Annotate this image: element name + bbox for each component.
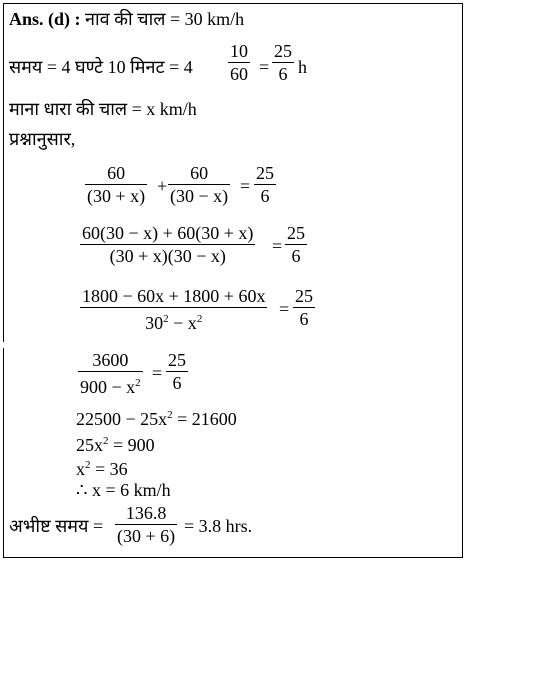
eq3-fraction — [80, 285, 267, 334]
fraction-denominator: (30 + 6) — [117, 526, 176, 546]
time-text: समय = 4 घण्टे 10 मिनट = 4 — [9, 57, 193, 77]
box-gap — [3, 342, 4, 348]
fraction-denominator: 60 — [230, 64, 248, 84]
fraction-denominator: 6 — [278, 64, 288, 84]
equals-sign: = — [272, 236, 283, 256]
eq3-rhs-fraction — [293, 285, 315, 330]
fraction-denominator: (30 + x)(30 − x) — [109, 246, 226, 266]
fraction-numerator: 1800 − 60x + 1800 + 60x — [82, 286, 266, 306]
required-time-label: अभीष्ट समय = — [9, 516, 104, 536]
eq7-line — [76, 454, 128, 480]
exponent: 2 — [163, 313, 169, 325]
time-fraction-2 — [272, 40, 294, 85]
answer-label: Ans. (d) : — [9, 9, 81, 29]
eq1-fraction-3 — [254, 162, 276, 207]
eq2-rhs-fraction — [285, 222, 307, 267]
boat-speed-text: नाव की चाल = 30 km/h — [85, 9, 245, 29]
eq4-rhs-fraction — [166, 349, 188, 394]
fraction-denominator: (30 − x) — [170, 186, 229, 206]
eq1-fraction-2 — [168, 162, 230, 207]
eq5-rhs: = 21600 — [172, 409, 237, 429]
fraction-denominator: (30 + x) — [87, 186, 146, 206]
eq5-text: 22500 − 25x — [76, 409, 168, 429]
stream-speed-text: माना धारा की चाल = x km/h — [9, 99, 197, 119]
equals-sign: = — [259, 57, 270, 77]
equals-sign: = — [152, 363, 163, 383]
fraction-numerator: 60 — [190, 163, 209, 183]
required-time-fraction — [115, 502, 177, 547]
fraction-denominator: 6 — [299, 309, 309, 329]
eq7-text: x — [76, 459, 85, 479]
required-time-result: = 3.8 hrs. — [184, 516, 253, 536]
exponent: 2 — [103, 435, 109, 447]
eq7-rhs: = 36 — [90, 459, 128, 479]
plus-sign: + — [157, 176, 168, 196]
eq1-fraction-1 — [85, 162, 147, 207]
fraction-denominator: 6 — [172, 373, 182, 393]
exponent: 2 — [196, 313, 203, 325]
answer-heading — [9, 8, 244, 30]
fraction-numerator: 25 — [274, 41, 292, 61]
eq6-rhs: = 900 — [108, 435, 155, 455]
fraction-denominator: 6 — [260, 186, 270, 206]
eq6-text: 25x — [76, 435, 103, 455]
answer-box — [3, 3, 463, 558]
eq5-line — [76, 404, 237, 430]
fraction-denominator — [80, 308, 267, 334]
den-base: 900 − x — [80, 377, 136, 397]
fraction-numerator: 136.8 — [125, 503, 167, 523]
eq4-fraction — [78, 349, 143, 398]
den-base: 30 — [145, 313, 164, 333]
fraction-denominator — [78, 372, 143, 398]
fraction-numerator: 3600 — [92, 350, 129, 370]
eq6-line — [76, 430, 155, 456]
exponent: 2 — [167, 409, 173, 421]
exponent: 2 — [85, 459, 91, 471]
fraction-numerator: 25 — [256, 163, 274, 183]
according-to-question: प्रश्नानुसार, — [9, 129, 76, 149]
den-rest: − x — [168, 313, 197, 333]
equals-sign: = — [240, 176, 251, 196]
fraction-numerator: 10 — [230, 41, 248, 61]
equals-sign: = — [279, 299, 290, 319]
fraction-numerator: 25 — [287, 223, 305, 243]
fraction-denominator: 6 — [291, 246, 301, 266]
time-fraction-1 — [228, 40, 250, 85]
fraction-numerator: 60 — [107, 163, 126, 183]
fraction-numerator: 25 — [168, 350, 186, 370]
time-unit: h — [298, 57, 307, 77]
fraction-numerator: 25 — [295, 286, 313, 306]
exponent: 2 — [135, 377, 141, 389]
eq8-line: ∴ x = 6 km/h — [76, 480, 171, 500]
eq2-fraction — [80, 222, 255, 267]
fraction-numerator: 60(30 − x) + 60(30 + x) — [82, 223, 254, 243]
